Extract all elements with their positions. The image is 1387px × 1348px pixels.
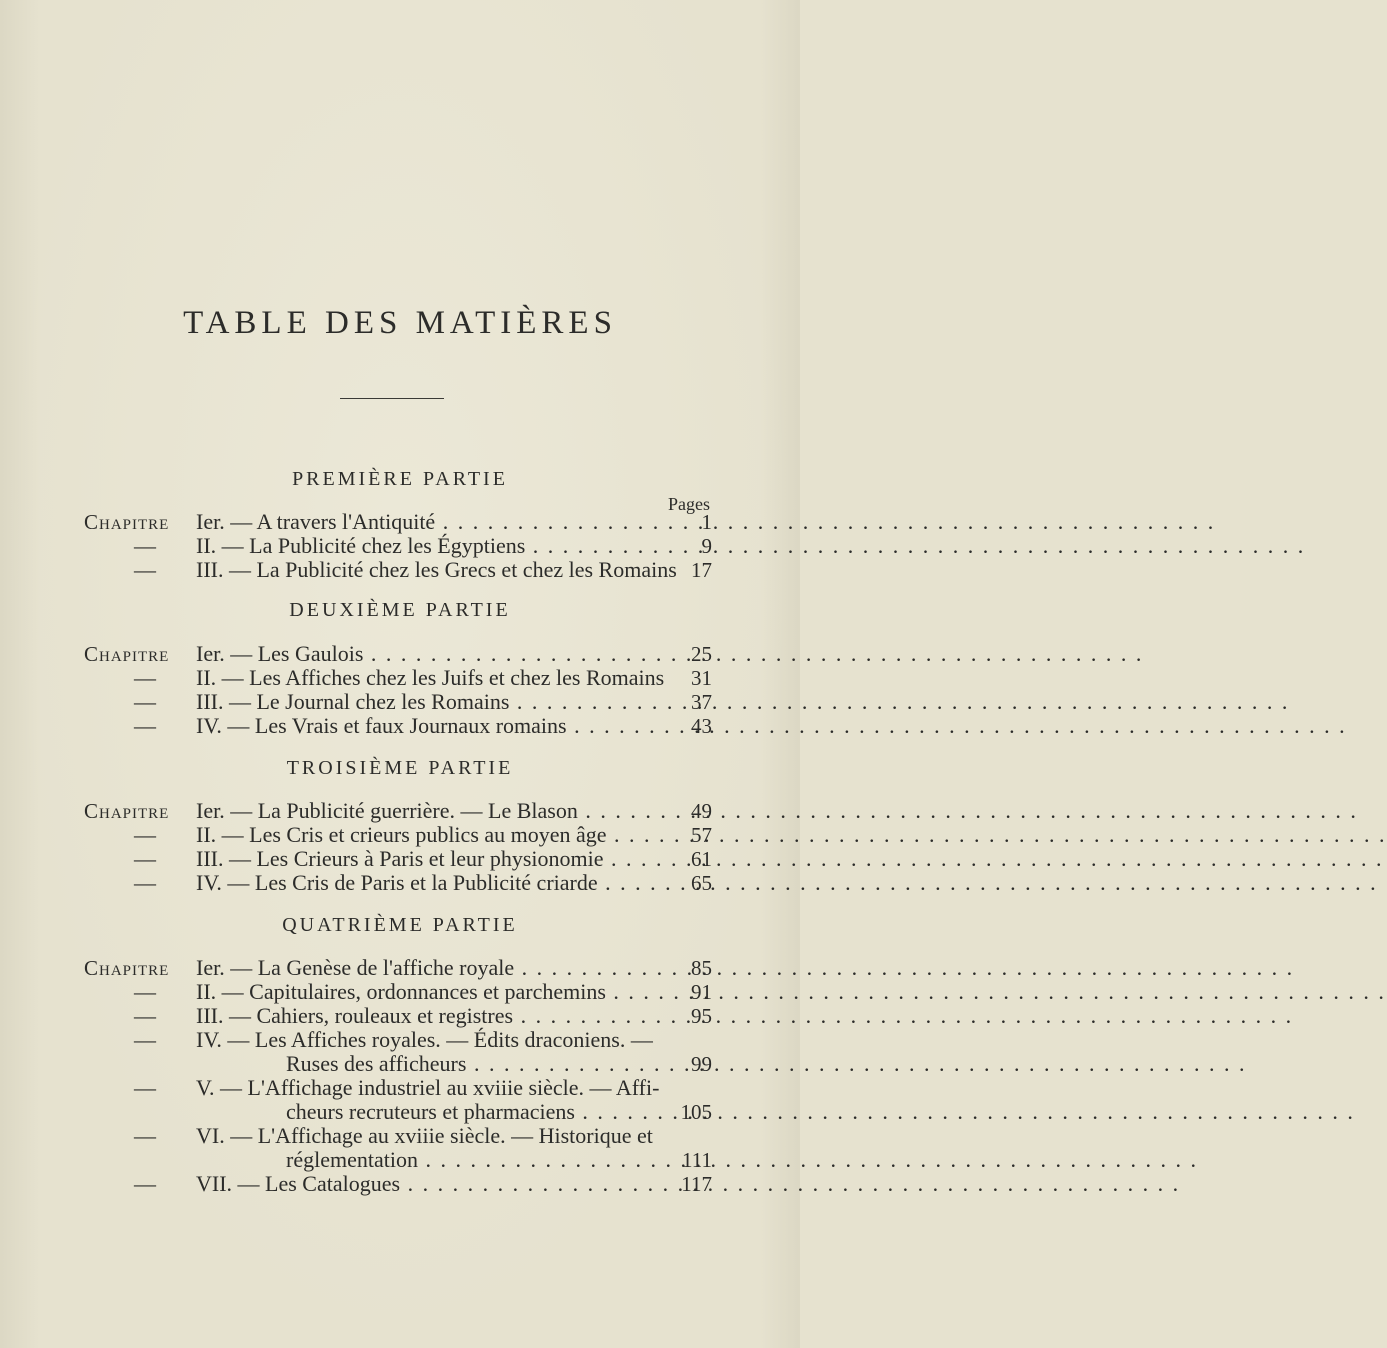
entry-title: Ier. — A travers l'Antiquité . . . [196, 508, 628, 536]
part-heading-1: PREMIÈRE PARTIE [292, 468, 508, 490]
entry-page: 105 [680, 1100, 712, 1124]
entry-title: Ier. — La Genèse de l'affiche royale . . . [196, 954, 628, 982]
entry-prefix: Chapitre [84, 799, 170, 823]
entry-title: II. — Les Affiches chez les Juifs et chez les Romains [196, 665, 665, 690]
entry-prefix: — [134, 1027, 156, 1052]
part-heading-4: QUATRIÈME PARTIE [282, 914, 518, 936]
entry-prefix: — [134, 713, 156, 738]
entry-prefix: — [134, 1003, 156, 1028]
entry-prefix: — [134, 557, 156, 582]
title-divider [340, 398, 444, 399]
entry-title: IV. — Les Cris de Paris et la Publicité criarde . . . [196, 869, 628, 897]
entry-page: 61 [691, 847, 712, 871]
entry-page: 25 [691, 642, 712, 666]
entry-title: réglementation . . . [286, 1146, 628, 1174]
entry-page: 99 [691, 1052, 712, 1076]
entry-prefix: — [134, 1075, 156, 1100]
part-heading-3: TROISIÈME PARTIE [286, 757, 514, 779]
entry-page: 111 [682, 1148, 712, 1172]
pages-column-label: Pages [668, 494, 710, 514]
entry-title: IV. — Les Vrais et faux Journaux romains . . . [196, 712, 628, 740]
entry-page: 31 [691, 666, 712, 690]
entry-page: 95 [691, 1004, 712, 1028]
entry-title: VI. — L'Affichage au xviiie siècle. — Historique et [196, 1123, 653, 1148]
toc-entry[interactable] [0, 712, 800, 740]
entry-title: III. — Cahiers, rouleaux et registres . . . [196, 1002, 628, 1030]
entry-page: 49 [691, 799, 712, 823]
entry-title: III. — Le Journal chez les Romains . . . [196, 688, 628, 716]
page-title: TABLE DES MATIÈRES [183, 305, 617, 341]
part-heading-2: DEUXIÈME PARTIE [289, 599, 511, 621]
entry-prefix: Chapitre [84, 642, 170, 666]
entry-title: II. — La Publicité chez les Égyptiens . . . [196, 532, 628, 560]
entry-prefix: — [134, 665, 156, 690]
entry-title: VII. — Les Catalogues . . . [196, 1170, 628, 1198]
entry-title: III. — Les Crieurs à Paris et leur physionomie . . . [196, 845, 628, 873]
entry-prefix: — [134, 870, 156, 895]
entry-page: 65 [691, 871, 712, 895]
toc-entry[interactable] [0, 869, 800, 897]
entry-prefix: — [134, 846, 156, 871]
entry-prefix: — [134, 689, 156, 714]
entry-title: cheurs recruteurs et pharmaciens . . . [286, 1098, 628, 1126]
entry-prefix: — [134, 1171, 156, 1196]
entry-prefix: Chapitre [84, 956, 170, 980]
entry-page: 85 [691, 956, 712, 980]
entry-title: II. — Capitulaires, ordonnances et parchemins . . . [196, 978, 628, 1006]
entry-page: 91 [691, 980, 712, 1004]
toc-entry[interactable] [0, 1170, 800, 1198]
entry-page: 17 [691, 558, 712, 582]
entry-title: Ruses des afficheurs . . . [286, 1050, 628, 1078]
entry-prefix: — [134, 979, 156, 1004]
entry-page: 57 [691, 823, 712, 847]
entry-title: II. — Les Cris et crieurs publics au moyen âge . . . [196, 821, 628, 849]
entry-title: V. — L'Affichage industriel au xviiie siècle. — Affi- [196, 1075, 660, 1100]
entry-page: 43 [691, 714, 712, 738]
entry-page: 117 [681, 1172, 712, 1196]
entry-prefix: — [134, 822, 156, 847]
entry-prefix: Chapitre [84, 510, 170, 534]
entry-title: Ier. — Les Gaulois . . . [196, 640, 628, 668]
entry-prefix: — [134, 1123, 156, 1148]
entry-title: IV. — Les Affiches royales. — Édits draconiens. — [196, 1027, 653, 1052]
entry-title: Ier. — La Publicité guerrière. — Le Blason . . . [196, 797, 628, 825]
entry-page: 9 [701, 534, 712, 558]
entry-page: 37 [691, 690, 712, 714]
entry-page: 1 [701, 510, 712, 534]
entry-prefix: — [134, 533, 156, 558]
entry-title: III. — La Publicité chez les Grecs et chez les Romains [196, 557, 677, 582]
toc-entry[interactable] [0, 556, 800, 584]
